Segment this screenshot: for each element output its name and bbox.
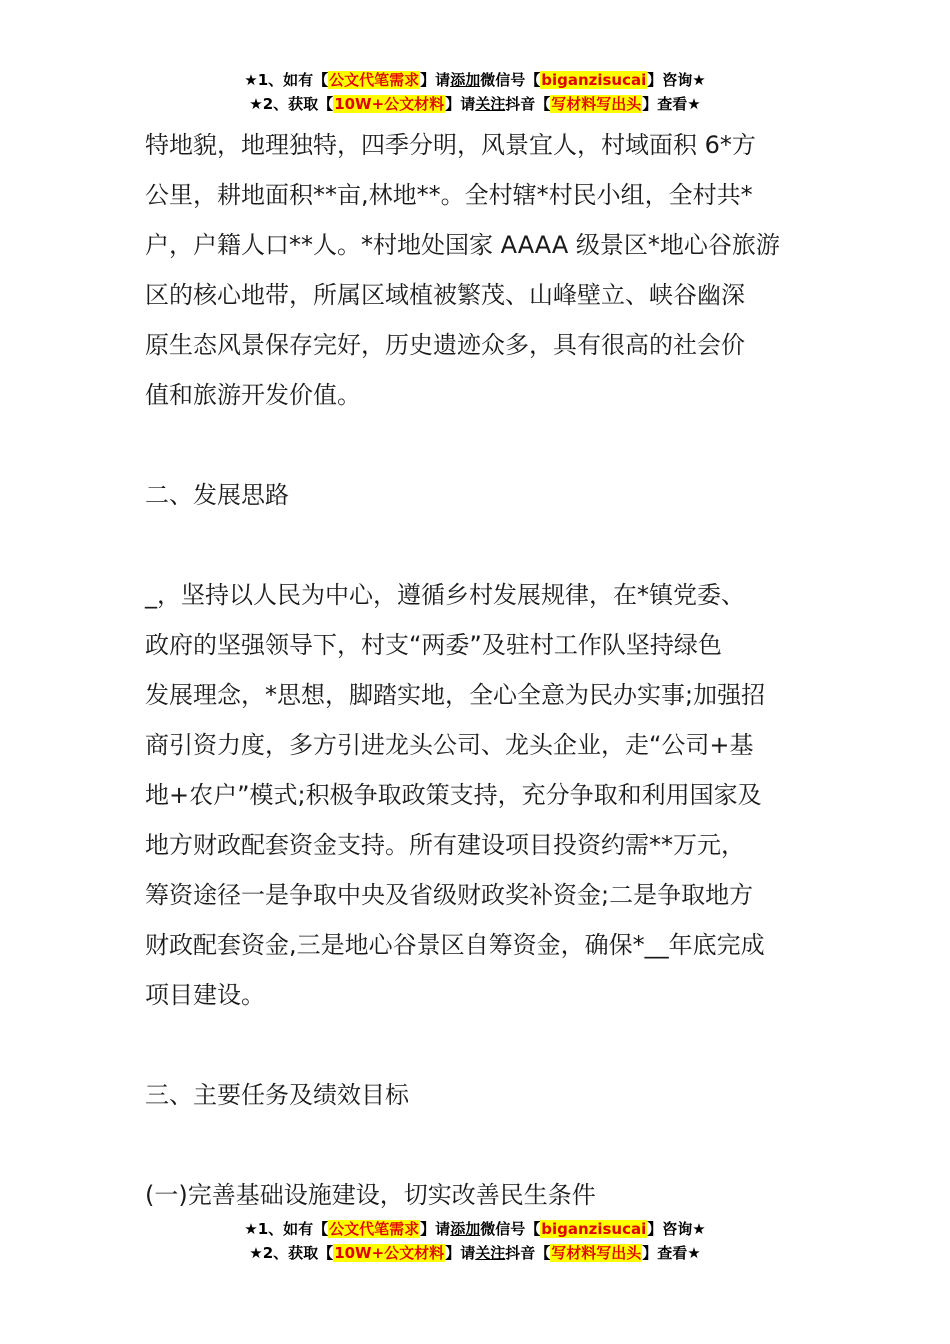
text-line: 地+农户”模式;积极争取政策支持，充分争取和利用国家及 bbox=[145, 781, 762, 809]
section-heading-development-ideas: 二、发展思路 bbox=[145, 481, 289, 509]
text-line: _，坚持以人民为中心，遵循乡村发展规律，在*镇党委、 bbox=[145, 581, 745, 609]
banner-line-1: ★1、如有【公文代笔需求】请添加微信号【biganzisucai】咨询★ bbox=[244, 71, 706, 89]
footer-banner bbox=[0, 1217, 950, 1265]
highlight-wechat-id: biganzisucai bbox=[541, 71, 647, 89]
highlight-douyin-account: 写材料写出头 bbox=[551, 95, 642, 113]
text-line: 地方财政配套资金支持。所有建设项目投资约需**万元， bbox=[145, 831, 745, 859]
text-line: 区的核心地带，所属区域植被繁茂、山峰壁立、峡谷幽深 bbox=[145, 281, 745, 309]
text-line: 筹资途径一是争取中央及省级财政奖补资金;二是争取地方 bbox=[145, 881, 754, 909]
text-line: 财政配套资金,三是地心谷景区自筹资金，确保*__年底完成 bbox=[145, 931, 765, 959]
banner-line-2: ★2、获取【10W+公文材料】请关注抖音【写材料写出头】查看★ bbox=[249, 1244, 701, 1262]
text-line: 值和旅游开发价值。 bbox=[145, 381, 361, 409]
spacer bbox=[145, 1020, 815, 1070]
banner-line-2: ★2、获取【10W+公文材料】请关注抖音【写材料写出头】查看★ bbox=[249, 95, 701, 113]
intro-paragraph bbox=[145, 120, 815, 420]
header-banner bbox=[0, 68, 950, 116]
spacer bbox=[145, 420, 815, 470]
text-line: 发展理念，*思想，脚踏实地，全心全意为民办实事;加强招 bbox=[145, 681, 766, 709]
text-line: 商引资力度，多方引进龙头公司、龙头企业，走“公司+基 bbox=[145, 731, 754, 759]
highlight-materials: 10W+公文材料 bbox=[334, 1244, 445, 1262]
text-line: 政府的坚强领导下，村支“两委”及驻村工作队坚持绿色 bbox=[145, 631, 722, 659]
text-line: 原生态风景保存完好，历史遗迹众多，具有很高的社会价 bbox=[145, 331, 745, 359]
highlight-writing-service: 公文代笔需求 bbox=[329, 1220, 420, 1238]
highlight-douyin-account: 写材料写出头 bbox=[551, 1244, 642, 1262]
development-paragraph bbox=[145, 570, 815, 1020]
highlight-writing-service: 公文代笔需求 bbox=[329, 71, 420, 89]
banner-line-1: ★1、如有【公文代笔需求】请添加微信号【biganzisucai】咨询★ bbox=[244, 1220, 706, 1238]
spacer bbox=[145, 520, 815, 570]
highlight-wechat-id: biganzisucai bbox=[541, 1220, 647, 1238]
text-line: 项目建设。 bbox=[145, 981, 265, 1009]
text-line: 特地貌，地理独特，四季分明，风景宜人，村域面积 6*方 bbox=[145, 131, 756, 159]
document-body bbox=[145, 120, 815, 1220]
spacer bbox=[145, 1120, 815, 1170]
section-heading-tasks-goals: 三、主要任务及绩效目标 bbox=[145, 1081, 409, 1109]
subsection-heading-infrastructure: (一)完善基础设施建设，切实改善民生条件 bbox=[145, 1181, 596, 1209]
text-line: 公里，耕地面积**亩,林地**。全村辖*村民小组，全村共* bbox=[145, 181, 753, 209]
highlight-materials: 10W+公文材料 bbox=[334, 95, 445, 113]
text-line: 户，户籍人口**人。*村地处国家 AAAA 级景区*地心谷旅游 bbox=[145, 231, 780, 259]
